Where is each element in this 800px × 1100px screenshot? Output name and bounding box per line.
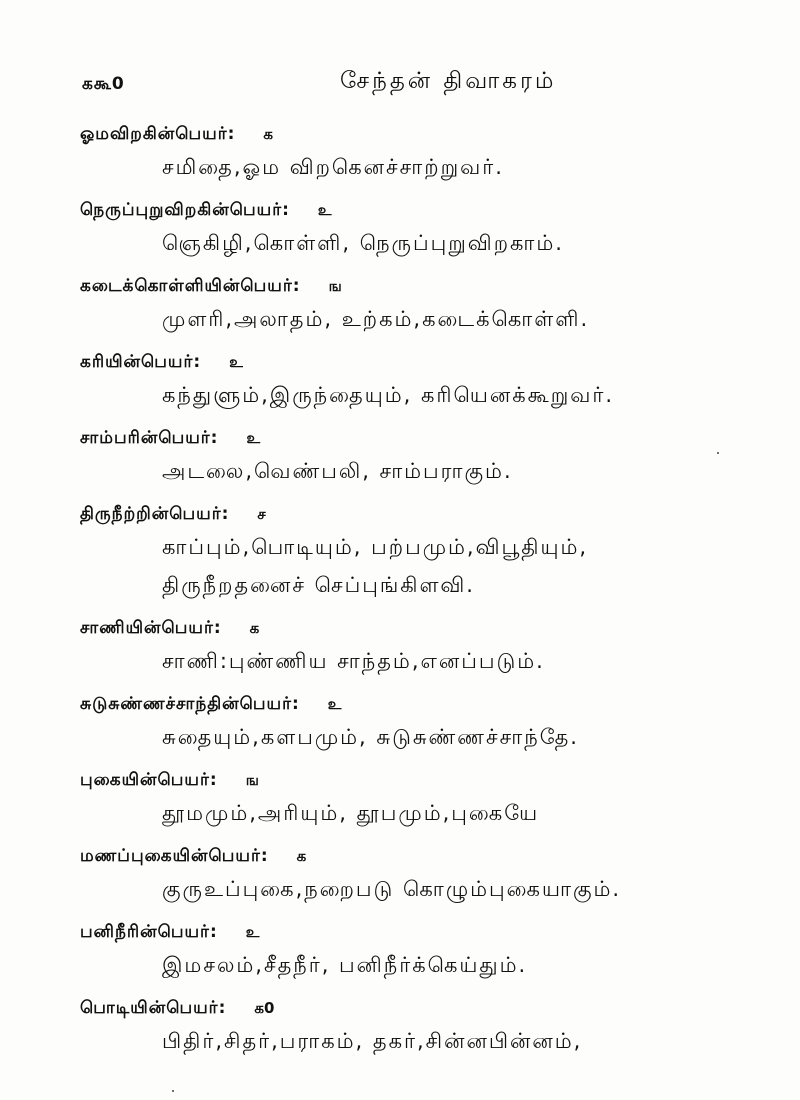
entry-count: உ	[229, 353, 243, 371]
verse-line: கந்துளும்,இருந்தையும், கரியெனக்கூறுவர்.	[162, 383, 615, 407]
entry-heading: சாம்பரின்பெயர்:	[80, 428, 219, 448]
entry-count: க	[296, 847, 307, 865]
entry-heading: கடைக்கொள்ளியின்பெயர்:	[80, 276, 301, 296]
verse-line: குருஉப்புகை,நறைபடு கொழும்புகையாகும்.	[162, 877, 622, 901]
entry-count: உ	[317, 201, 332, 219]
entry-count: உ	[327, 695, 342, 713]
entry-count: க	[249, 619, 260, 637]
entry	[0, 504, 800, 618]
entry	[0, 276, 800, 352]
entry-heading: சுடுசுண்ணச்சாந்தின்பெயர்:	[80, 694, 300, 714]
entry-heading: மணப்புகையின்பெயர்:	[80, 846, 269, 866]
verse-line: பிதிர்,சிதர்,பராகம், தகர்,சின்னபின்னம்,	[162, 1029, 583, 1053]
verse-line: ஞெகிழி,கொள்ளி, நெருப்புறுவிறகாம்.	[162, 231, 564, 255]
verse-line: திருநீறதனைச் செப்புங்கிளவி.	[162, 573, 475, 597]
entry	[0, 694, 800, 770]
entry	[0, 352, 800, 428]
verse-line: அடலை,வெண்பலி, சாம்பராகும்.	[162, 459, 513, 483]
entry	[0, 922, 800, 998]
entry-count: ச	[257, 505, 266, 523]
entry-list	[0, 124, 800, 1060]
entry	[0, 124, 800, 200]
entry	[0, 200, 800, 276]
entry-heading: கரியின்பெயர்:	[80, 352, 202, 372]
entry	[0, 428, 800, 504]
scan-speck	[717, 452, 719, 454]
running-title: சேந்தன் திவாகரம்	[340, 68, 557, 94]
entry-count: உ	[245, 923, 260, 941]
entry-heading: பொடியின்பெயர்:	[80, 998, 227, 1018]
entry-count: உ	[246, 429, 261, 447]
verse-line: இமசலம்,சீதநீர், பனிநீர்க்கெய்தும்.	[162, 953, 528, 977]
verse-line: முளரி,அலாதம், உற்கம்,கடைக்கொள்ளி.	[162, 307, 590, 331]
verse-line: தூமமும்,அரியும், தூபமும்,புகையே	[162, 801, 540, 825]
entry-count: ங	[245, 771, 259, 789]
entry	[0, 846, 800, 922]
entry	[0, 998, 800, 1060]
entry-count: க	[263, 125, 274, 143]
entry	[0, 770, 800, 846]
entry-heading: பனிநீரின்பெயர்:	[80, 922, 218, 942]
entry	[0, 618, 800, 694]
verse-line: சமிதை,ஓம விறகெனச்சாற்றுவர்.	[162, 155, 504, 179]
page-number: ககூ0	[82, 74, 125, 94]
entry-heading: சாணியின்பெயர்:	[80, 618, 222, 638]
verse-line: சாணி:புண்ணிய சாந்தம்,எனப்படும்.	[162, 649, 545, 673]
entry-heading: ஓமவிறகின்பெயர்:	[80, 124, 236, 144]
entry-heading: புகையின்பெயர்:	[80, 770, 218, 790]
entry-heading: திருநீற்றின்பெயர்:	[80, 504, 230, 524]
entry-count: ங	[328, 277, 342, 295]
verse-line: காப்பும்,பொடியும், பற்பமும்,விபூதியும்,	[162, 535, 589, 559]
scan-speck	[172, 1090, 174, 1092]
verse-line: சுதையும்,களபமும், சுடுசுண்ணச்சாந்தே.	[162, 725, 579, 749]
entry-count: க0	[254, 999, 275, 1017]
entry-heading: நெருப்புறுவிறகின்பெயர்:	[80, 200, 290, 220]
